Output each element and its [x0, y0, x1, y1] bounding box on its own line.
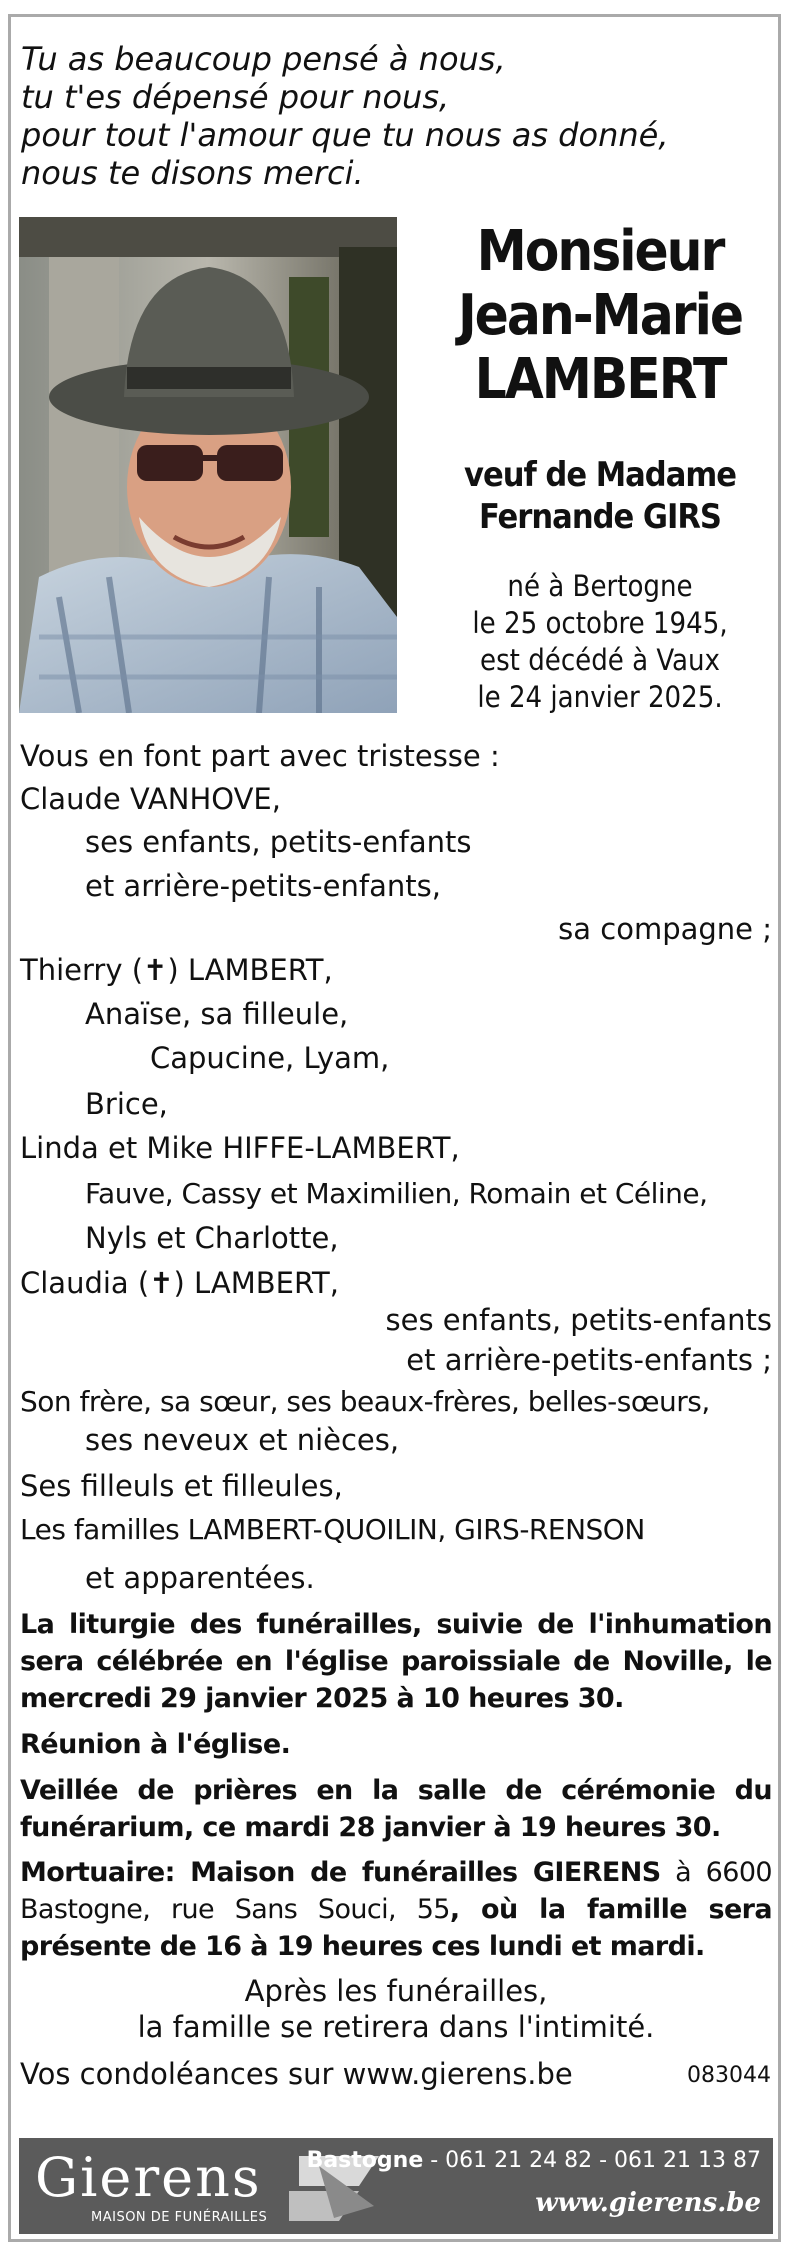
deceased-first-name: Jean-Marie — [457, 283, 743, 348]
family-line: Ses filleuls et filleules, — [20, 1469, 343, 1503]
poem — [21, 40, 668, 192]
family-line: et arrière-petits-enfants, — [85, 869, 441, 903]
funeral-home-footer — [19, 2138, 773, 2234]
mortuary-presence: , où la famille sera présente de 16 à 19 heures ces lundi et mardi. — [20, 1894, 772, 1962]
footer-brand-sub: MAISON DE FUNÉRAILLES — [91, 2210, 268, 2225]
vigil-text: Veillée de prières en la salle de cérémonie du funérarium, ce mardi 28 janvier à 19 heures 30. — [20, 1775, 772, 1843]
widow-line: veuf de Madame — [464, 455, 736, 495]
condolences-text: Vos condoléances sur www.gierens.be — [20, 2057, 573, 2091]
deceased-name-block — [430, 220, 770, 412]
footer-website[interactable]: www.gierens.be — [535, 2188, 761, 2218]
family-line: Thierry (✝) LAMBERT, — [20, 953, 333, 987]
footer-contact — [307, 2148, 761, 2173]
family-line: et apparentées. — [85, 1561, 315, 1595]
reference-number: 083044 — [687, 2063, 771, 2088]
deceased-last-name: LAMBERT — [474, 347, 726, 412]
family-line: Son frère, sa sœur, ses beaux-frères, belles-sœurs, — [20, 1385, 710, 1418]
family-line: ses enfants, petits-enfants — [85, 825, 472, 859]
deceased-photo — [19, 217, 397, 713]
mortuary-text — [20, 1854, 772, 1965]
family-line: ses enfants, petits-enfants — [385, 1303, 772, 1337]
liturgy-text: La liturgie des funérailles, suivie de l'inhumation sera célébrée en l'église paroissiale de Noville, le mercredi 29 janvier 2025 à 10 heures 30. — [20, 1609, 772, 1714]
mortuary-label: Mortuaire: Maison de funérailles GIERENS — [20, 1857, 661, 1888]
family-line: Les familles LAMBERT-QUOILIN, GIRS-RENSON — [20, 1513, 645, 1546]
footer-phones: - 061 21 24 82 - 061 21 13 87 — [423, 2148, 761, 2173]
family-line: ses neveux et nièces, — [85, 1423, 400, 1457]
family-line: Claude VANHOVE, — [20, 782, 281, 816]
birth-death-block — [430, 568, 770, 716]
mortuary-address: à 6600 Bastogne, rue Sans Souci, 55 — [20, 1857, 772, 1925]
poem-line: pour tout l'amour que tu nous as donné, — [21, 116, 669, 154]
family-line: Brice, — [85, 1087, 168, 1121]
birth-date: le 25 octobre 1945, — [472, 606, 728, 640]
family-intro: Vous en font part avec tristesse : — [20, 739, 500, 773]
deceased-title: Monsieur — [476, 219, 724, 284]
poem-line: Tu as beaucoup pensé à nous, — [21, 40, 506, 78]
family-line: et arrière-petits-enfants ; — [406, 1343, 772, 1377]
poem-line: tu t'es dépensé pour nous, — [21, 78, 450, 116]
widow-block — [430, 454, 770, 538]
death-date: le 24 janvier 2025. — [477, 680, 723, 714]
family-line: sa compagne ; — [558, 912, 772, 946]
footer-brand: Gierens — [35, 2146, 262, 2209]
family-line: Linda et Mike HIFFE-LAMBERT, — [20, 1131, 460, 1165]
family-line: Fauve, Cassy et Maximilien, Romain et Céline, — [85, 1177, 708, 1210]
widow-line: Fernande GIRS — [479, 497, 721, 537]
meeting-text: Réunion à l'église. — [20, 1729, 291, 1760]
closing-line: la famille se retirera dans l'intimité. — [137, 2010, 655, 2044]
family-line: Capucine, Lyam, — [150, 1041, 390, 1075]
footer-city: Bastogne — [306, 2148, 424, 2173]
closing-line: Après les funérailles, — [244, 1974, 548, 2008]
family-line: Anaïse, sa filleule, — [85, 997, 349, 1031]
poem-line: nous te disons merci. — [21, 154, 364, 192]
family-line: Nyls et Charlotte, — [85, 1221, 339, 1255]
family-line: Claudia (✝) LAMBERT, — [20, 1266, 339, 1300]
birth-place: né à Bertogne — [507, 569, 693, 603]
death-place: est décédé à Vaux — [480, 643, 720, 677]
